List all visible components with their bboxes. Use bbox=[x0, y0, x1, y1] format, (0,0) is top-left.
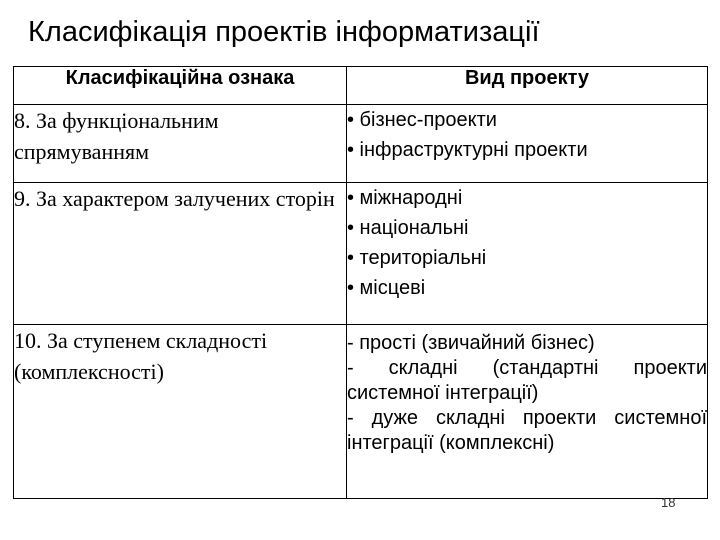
column-header-project-type: Вид проекту bbox=[347, 67, 708, 105]
table-row bbox=[14, 325, 708, 499]
table-row bbox=[14, 105, 708, 183]
list-item: • міжнародні bbox=[347, 187, 463, 209]
table-header-row bbox=[14, 67, 708, 105]
list-item: - прості (звичайний бізнес) bbox=[347, 332, 595, 354]
list-item: • бізнес-проекти bbox=[347, 109, 497, 131]
classification-table bbox=[13, 66, 708, 499]
list-item: • інфраструктурні проекти bbox=[347, 139, 588, 161]
list-item: • місцеві bbox=[347, 277, 426, 299]
list-item: - складні (стандартні проекти системної інтеграції) bbox=[347, 357, 707, 404]
list-item: - дуже складні проекти системної інтеграції (комплексні) bbox=[347, 407, 707, 454]
row-label: 8. За функціональним спрямуванням bbox=[14, 105, 347, 183]
row-items bbox=[347, 105, 708, 183]
row-label: 10. За ступенем складності (комплексності) bbox=[14, 325, 347, 499]
row-items bbox=[347, 183, 708, 325]
row-items bbox=[347, 325, 708, 499]
table-row bbox=[14, 183, 708, 325]
slide-title: Класифікація проектів інформатизації bbox=[28, 16, 540, 48]
list-item: • національні bbox=[347, 217, 469, 239]
page-number: 18 bbox=[661, 495, 676, 510]
list-item: • територіальні bbox=[347, 247, 487, 269]
column-header-criterion: Класифікаційна ознака bbox=[14, 67, 347, 105]
row-label: 9. За характером залучених сторін bbox=[14, 183, 347, 325]
